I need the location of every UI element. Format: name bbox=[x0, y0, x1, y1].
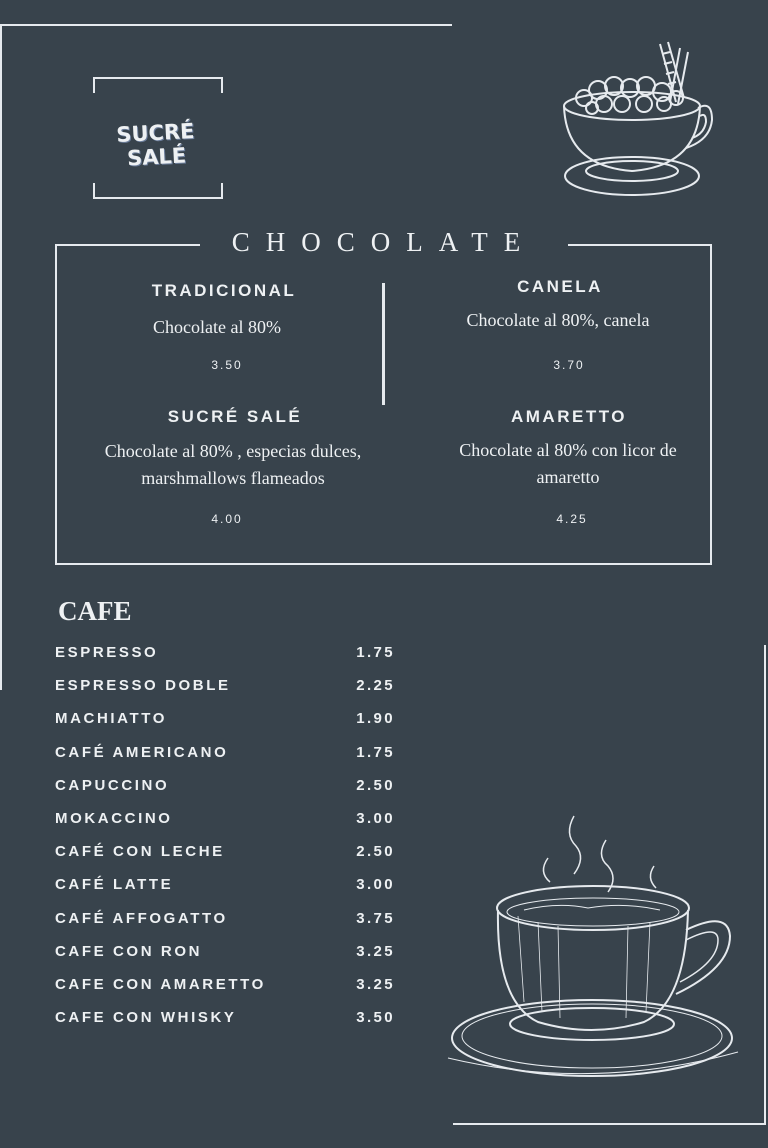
menu-item-name: AMARETTO bbox=[510, 407, 627, 426]
cafe-item-name: MOKACCINO bbox=[55, 809, 173, 827]
cafe-item-name: CAFE CON RON bbox=[55, 942, 203, 960]
cafe-item-price: 2.50 bbox=[356, 843, 395, 861]
cafe-item-name: CAFÉ LATTE bbox=[55, 876, 174, 894]
list-item bbox=[55, 1009, 400, 1042]
menu-item-description bbox=[430, 437, 706, 491]
menu-item-description: Chocolate al 80%, canela bbox=[466, 310, 650, 330]
cafe-item-price: 1.75 bbox=[356, 644, 395, 661]
frame-left-line bbox=[0, 24, 2, 690]
frame-right-line bbox=[764, 645, 766, 1125]
cafe-item-name: CAFÉ AFFOGATTO bbox=[55, 909, 228, 927]
list-item bbox=[55, 976, 400, 1009]
cafe-list bbox=[55, 644, 400, 1042]
frame-top-line bbox=[0, 24, 452, 26]
menu-item-price: 4.25 bbox=[556, 512, 588, 526]
cafe-item-name: MACHIATTO bbox=[55, 710, 168, 728]
list-item bbox=[55, 876, 400, 909]
cafe-item-price: 3.75 bbox=[356, 909, 395, 927]
cafe-item-name: CAPUCCINO bbox=[55, 776, 170, 794]
choc-box-left bbox=[55, 244, 57, 565]
cafe-item-price: 2.25 bbox=[356, 677, 395, 695]
list-item bbox=[55, 910, 400, 943]
list-item bbox=[55, 677, 400, 710]
cafe-item-name: CAFE CON AMARETTO bbox=[55, 975, 266, 993]
list-item bbox=[55, 843, 400, 876]
menu-item-name: CANELA bbox=[517, 277, 603, 296]
choc-box-top-left bbox=[55, 244, 202, 246]
cafe-item-name: ESPRESSO bbox=[55, 644, 159, 661]
description-line: Chocolate al 80% con licor de bbox=[459, 440, 677, 460]
logo bbox=[93, 77, 219, 199]
description-line: amaretto bbox=[536, 467, 600, 487]
list-item bbox=[55, 777, 400, 810]
cafe-item-price: 2.50 bbox=[356, 776, 395, 794]
frame-bottom-line bbox=[453, 1123, 766, 1125]
coffee-cup-icon bbox=[428, 812, 758, 1092]
list-item bbox=[55, 744, 400, 777]
menu-item-description: Chocolate al 80% bbox=[153, 317, 281, 337]
choc-divider bbox=[382, 283, 385, 405]
choc-box-top-right bbox=[566, 244, 712, 246]
cafe-item-price: 3.25 bbox=[356, 975, 395, 993]
cafe-item-name: ESPRESSO DOBLE bbox=[55, 677, 231, 695]
cafe-item-price: 1.75 bbox=[356, 743, 395, 761]
cafe-item-price: 3.50 bbox=[356, 1009, 395, 1027]
menu-item-price: 3.70 bbox=[553, 358, 585, 372]
cafe-item-name: CAFE CON WHISKY bbox=[55, 1009, 237, 1027]
cafe-item-price: 3.00 bbox=[356, 876, 395, 894]
cafe-item-price: 1.90 bbox=[356, 710, 395, 728]
list-item bbox=[55, 943, 400, 976]
menu-item-description bbox=[80, 438, 386, 492]
menu-item-price: 4.00 bbox=[211, 512, 243, 526]
cafe-item-name: CAFÉ CON LECHE bbox=[55, 843, 225, 861]
logo-text: SUCRÉ SALÉ bbox=[115, 118, 195, 171]
cafe-section-title: CAFE bbox=[58, 596, 132, 626]
menu-item-name: TRADICIONAL bbox=[151, 281, 297, 300]
cafe-item-price: 3.25 bbox=[356, 942, 395, 960]
list-item bbox=[55, 710, 400, 743]
list-item bbox=[55, 644, 400, 677]
choc-box-bottom bbox=[55, 563, 712, 565]
chocolate-section-title: CHOCOLATE bbox=[200, 227, 568, 258]
list-item bbox=[55, 810, 400, 843]
menu-item-price: 3.50 bbox=[211, 358, 243, 372]
cafe-item-name: CAFÉ AMERICANO bbox=[55, 743, 229, 761]
menu-item-name: SUCRÉ SALÉ bbox=[167, 407, 303, 426]
hot-chocolate-cup-icon bbox=[552, 36, 722, 208]
description-line: marshmallows flameados bbox=[141, 468, 325, 488]
description-line: Chocolate al 80% , especias dulces, bbox=[104, 441, 362, 461]
cafe-item-price: 3.00 bbox=[356, 809, 395, 827]
